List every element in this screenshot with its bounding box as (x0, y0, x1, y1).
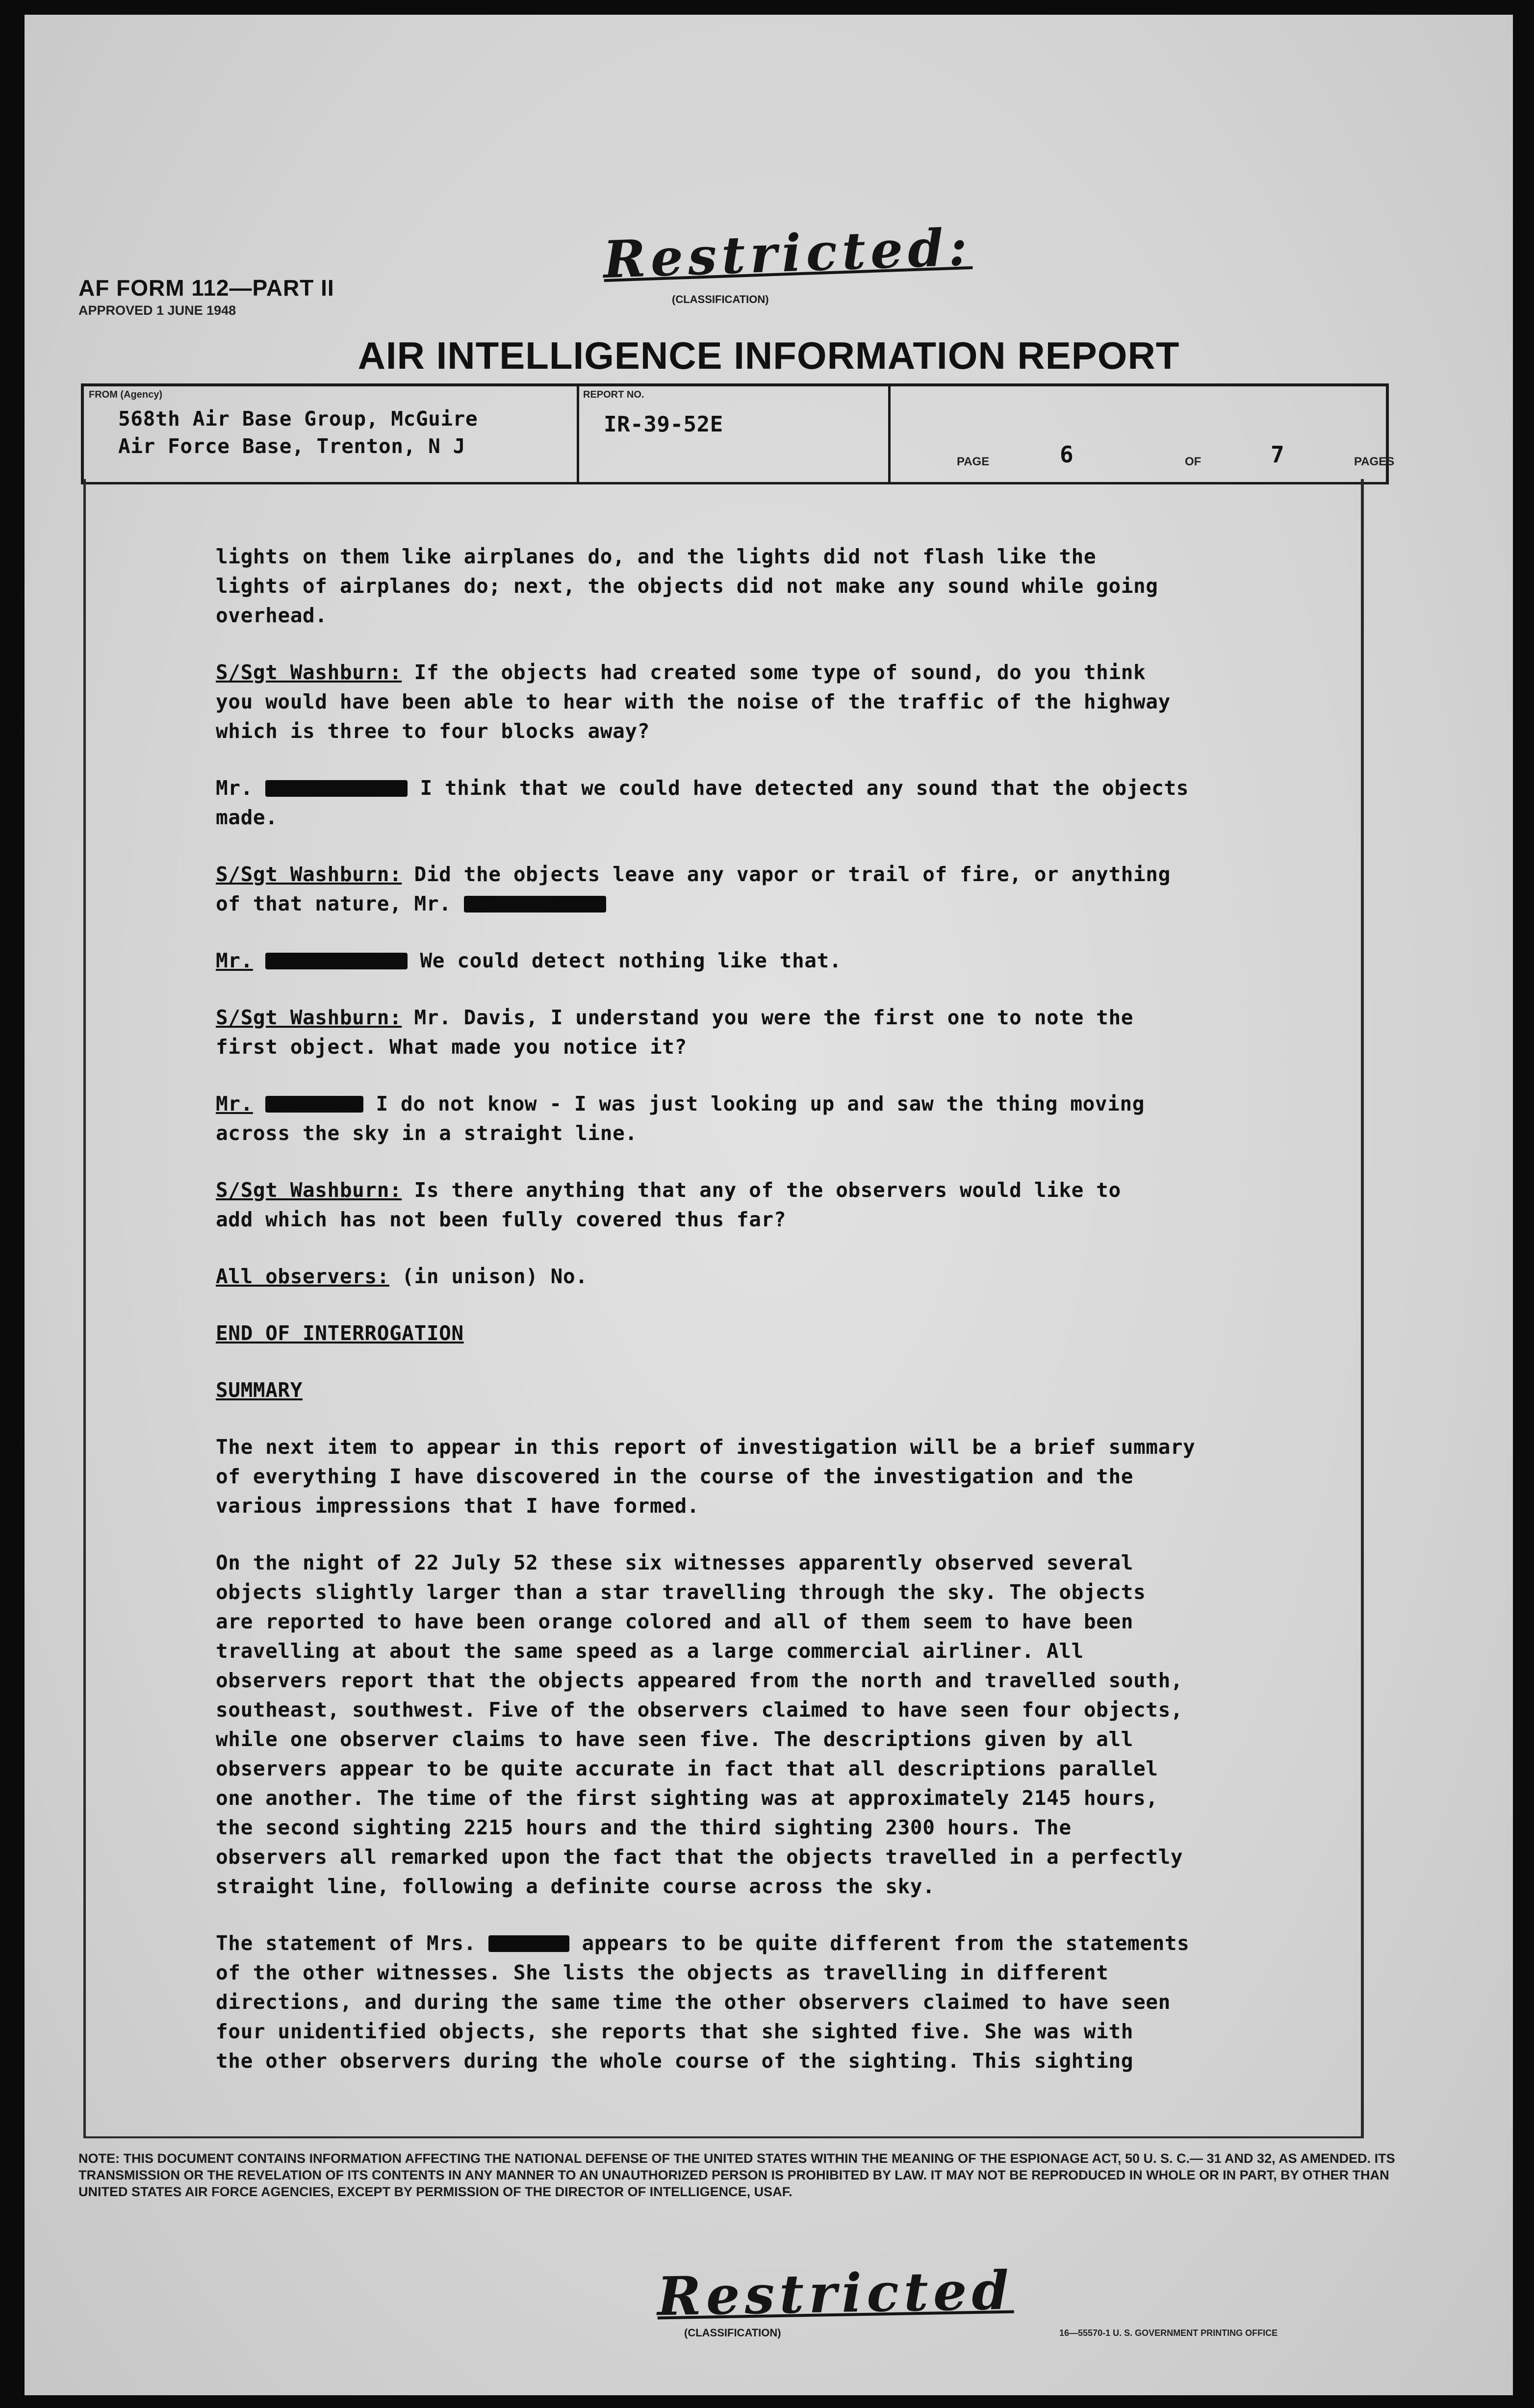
classification-stamp-bottom: Restricted (656, 2259, 1015, 2328)
text-line: The statement of Mrs. (216, 1931, 489, 1955)
report-title: AIR INTELLIGENCE INFORMATION REPORT (358, 334, 1180, 377)
speaker-label: Mr. (216, 1092, 253, 1115)
report-number: IR-39-52E (604, 412, 723, 437)
text-line: add which has not been fully covered thus far? (216, 1208, 787, 1231)
text-line: various impressions that I have formed. (216, 1494, 700, 1518)
header-divider (577, 386, 579, 482)
from-agency-line2: Air Force Base, Trenton, N J (118, 434, 465, 458)
text-line: (in unison) No. (389, 1265, 588, 1288)
text-line: lights on them like airplanes do, and the lights did not flash like the (216, 545, 1097, 568)
text-line: The next item to appear in this report of investigation will be a brief summary (216, 1435, 1196, 1459)
speaker-label: S/Sgt Washburn: (216, 660, 402, 684)
text-line: Did the objects leave any vapor or trail of fire, or anything (402, 862, 1171, 886)
text-line: first object. What made you notice it? (216, 1035, 687, 1059)
text-line: If the objects had created some type of sound, do you think (402, 660, 1146, 684)
paragraph (216, 1003, 1432, 1062)
text-line: across the sky in a straight line. (216, 1121, 638, 1145)
speaker-label: All observers: (216, 1265, 389, 1288)
heading-end-of-interrogation: END OF INTERROGATION (216, 1321, 464, 1345)
text-line: lights of airplanes do; next, the objects did not make any sound while going (216, 574, 1158, 598)
text-line: of that nature, Mr. (216, 892, 464, 915)
text-line: while one observer claims to have seen five. The descriptions given by all (216, 1727, 1134, 1751)
report-no-label: REPORT NO. (583, 389, 644, 400)
speaker-label: S/Sgt Washburn: (216, 862, 402, 886)
section-heading (216, 1375, 1432, 1405)
text-line: directions, and during the same time the other observers claimed to have seen (216, 1990, 1171, 2014)
redaction-bar (265, 1096, 363, 1113)
text-line: appears to be quite different from the statements (569, 1931, 1190, 1955)
header-divider (888, 386, 891, 482)
text-line: straight line, following a definite course across the sky. (216, 1875, 935, 1898)
page-label: PAGE (957, 455, 990, 468)
from-label: FROM (Agency) (89, 389, 162, 400)
from-agency-line1: 568th Air Base Group, McGuire (118, 407, 478, 431)
text-line: observers appear to be quite accurate in fact that all descriptions parallel (216, 1757, 1158, 1780)
of-label: OF (1185, 455, 1202, 468)
redaction-bar (265, 953, 408, 969)
text-line: Mr. Davis, I understand you were the first one to note the (402, 1006, 1134, 1029)
redaction-bar (464, 896, 606, 913)
paragraph (216, 1089, 1432, 1148)
pages-label: PAGES (1354, 455, 1395, 468)
text-line: overhead. (216, 604, 328, 627)
espionage-act-note: NOTE: THIS DOCUMENT CONTAINS INFORMATION AFFECTING THE NATIONAL DEFENSE OF THE UNITED STATES WITHIN THE MEANING OF THE ESPIONAGE ACT, 50 U. S. C.— 31 AND 32, AS AMENDED. ITS TRANSMISSION OR THE REVELATION OF ITS CONTENTS IN ANY MANNER TO AN UNAUTHORIZED PERSON IS PROHIBITED BY LAW. IT MAY NOT BE REPRODUCED IN WHOLE OR IN PART, BY OTHER THAN UNITED STATES AIR FORCE AGENCIES, EXCEPT BY PERMISSION OF THE DIRECTOR OF INTELLIGENCE, USAF. (78, 2151, 1395, 2199)
text-line: travelling at about the same speed as a large commercial airliner. All (216, 1639, 1084, 1663)
classification-caption-top: (CLASSIFICATION) (672, 293, 769, 305)
paragraph (216, 542, 1432, 630)
text-line: of the other witnesses. She lists the objects as travelling in different (216, 1961, 1109, 1984)
text-line: southeast, southwest. Five of the observers claimed to have seen four objects, (216, 1698, 1183, 1722)
document-page (25, 15, 1513, 2395)
text-line: are reported to have been orange colored and all of them seem to have been (216, 1610, 1134, 1633)
report-body (216, 542, 1432, 2103)
page-total: 7 (1271, 441, 1285, 468)
paragraph (216, 658, 1432, 746)
speaker-label: Mr. (216, 949, 253, 972)
text-line: the other observers during the whole course of the sighting. This sighting (216, 2049, 1134, 2073)
text-line: objects slightly larger than a star travelling through the sky. The objects (216, 1580, 1146, 1604)
paragraph (216, 1175, 1432, 1234)
speaker-label: S/Sgt Washburn: (216, 1178, 402, 1202)
heading-summary: SUMMARY (216, 1378, 303, 1402)
text-line: We could detect nothing like that. (408, 949, 842, 972)
paragraph (216, 1928, 1432, 2076)
printing-office-code: 16—55570-1 U. S. GOVERNMENT PRINTING OFFICE (1059, 2328, 1278, 2338)
text-line: you would have been able to hear with the noise of the traffic of the highway (216, 690, 1171, 713)
text-line: observers report that the objects appeared from the north and travelled south, (216, 1669, 1183, 1692)
paragraph (216, 860, 1432, 918)
text-line: which is three to four blocks away? (216, 719, 650, 743)
text-line: On the night of 22 July 52 these six witnesses apparently observed several (216, 1551, 1134, 1574)
text-line: one another. The time of the first sighting was at approximately 2145 hours, (216, 1786, 1158, 1810)
section-heading (216, 1318, 1432, 1348)
page-number: 6 (1060, 441, 1074, 468)
classification-stamp-top: Restricted: (602, 216, 973, 290)
speaker-label: S/Sgt Washburn: (216, 1006, 402, 1029)
paragraph (216, 1432, 1432, 1521)
text-line: made. (216, 806, 278, 829)
paragraph (216, 1262, 1432, 1291)
paragraph (216, 946, 1432, 975)
report-header-box (81, 383, 1395, 484)
text-line: four unidentified objects, she reports that she sighted five. She was with (216, 2020, 1134, 2043)
text-line: observers all remarked upon the fact that the objects travelled in a perfectly (216, 1845, 1183, 1869)
form-approved-date: APPROVED 1 JUNE 1948 (78, 303, 236, 318)
text-line: of everything I have discovered in the course of the investigation and the (216, 1465, 1134, 1488)
text-line: I do not know - I was just looking up and saw the thing moving (363, 1092, 1145, 1115)
form-id: AF FORM 112—PART II (78, 275, 334, 301)
text-line: I think that we could have detected any sound that the objects (408, 776, 1189, 800)
redaction-bar (488, 1935, 569, 1952)
paragraph (216, 773, 1432, 832)
text-line: Is there anything that any of the observers would like to (402, 1178, 1121, 1202)
redaction-bar (265, 780, 408, 797)
classification-caption-bottom: (CLASSIFICATION) (684, 2327, 781, 2339)
paragraph (216, 1548, 1432, 1901)
text-line: the second sighting 2215 hours and the third sighting 2300 hours. The (216, 1816, 1072, 1839)
speaker-label: Mr. (216, 776, 253, 800)
